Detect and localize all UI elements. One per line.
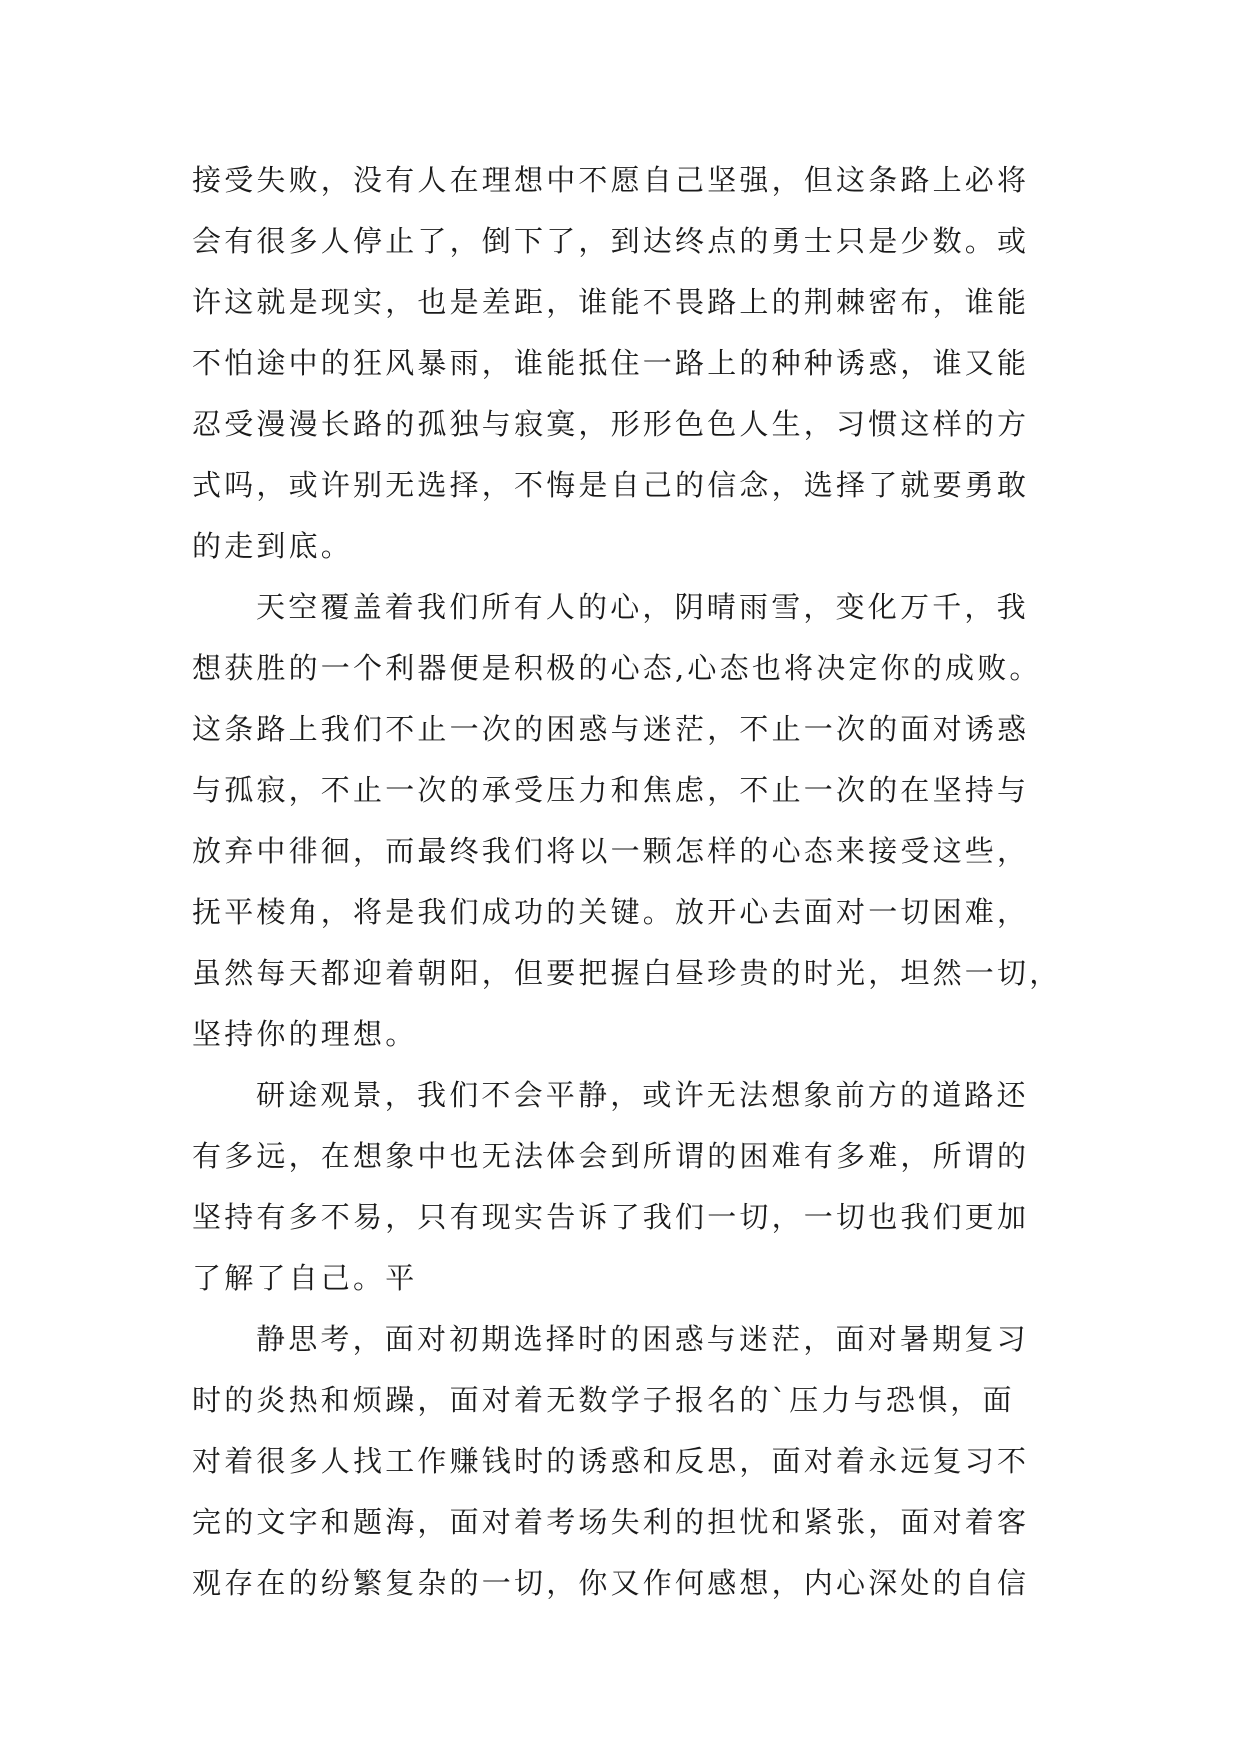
- text-line: 想获胜的一个利器便是积极的心态,心态也将决定你的成败。: [192, 651, 1042, 685]
- text-line: 接受失败，没有人在理想中不愿自己坚强，但这条路上必将: [192, 163, 1030, 197]
- text-line: 了解了自己。平: [192, 1261, 418, 1295]
- text-line: 这条路上我们不止一次的困惑与迷茫，不止一次的面对诱惑: [192, 712, 1030, 746]
- text-line: 的走到底。: [192, 529, 354, 563]
- body-text: [192, 150, 1062, 1614]
- text-line: 与孤寂，不止一次的承受压力和焦虑，不止一次的在坚持与: [192, 773, 1030, 807]
- paragraph-first-line: 研途观景，我们不会平静，或许无法想象前方的道路还: [256, 1078, 1029, 1112]
- text-line: 式吗，或许别无选择，不悔是自己的信念，选择了就要勇敢: [192, 468, 1030, 502]
- text-line: 坚持你的理想。: [192, 1017, 418, 1051]
- text-line: 会有很多人停止了，倒下了，到达终点的勇士只是少数。或: [192, 224, 1030, 258]
- text-line: 许这就是现实，也是差距，谁能不畏路上的荆棘密布，谁能: [192, 285, 1030, 319]
- text-line: 放弃中徘徊，而最终我们将以一颗怎样的心态来接受这些，: [192, 834, 1030, 868]
- paragraph-first-line: 静思考，面对初期选择时的困惑与迷茫，面对暑期复习: [256, 1322, 1029, 1356]
- text-line: 不怕途中的狂风暴雨，谁能抵住一路上的种种诱惑，谁又能: [192, 346, 1030, 380]
- text-line: 坚持有多不易，只有现实告诉了我们一切，一切也我们更加: [192, 1200, 1030, 1234]
- text-line: 忍受漫漫长路的孤独与寂寞，形形色色人生，习惯这样的方: [192, 407, 1030, 441]
- text-line: 对着很多人找工作赚钱时的诱惑和反思，面对着永远复习不: [192, 1444, 1030, 1478]
- paragraph-first-line: 天空覆盖着我们所有人的心，阴晴雨雪，变化万千，我: [256, 590, 1029, 624]
- text-line: 完的文字和题海，面对着考场失利的担忧和紧张，面对着客: [192, 1505, 1030, 1539]
- text-line: 观存在的纷繁复杂的一切，你又作何感想，内心深处的自信: [192, 1566, 1030, 1600]
- text-line: 有多远，在想象中也无法体会到所谓的困难有多难，所谓的: [192, 1139, 1030, 1173]
- text-line: 虽然每天都迎着朝阳，但要把握白昼珍贵的时光，坦然一切，: [192, 956, 1062, 990]
- text-line: 抚平棱角，将是我们成功的关键。放开心去面对一切困难，: [192, 895, 1030, 929]
- text-line: 时的炎热和烦躁，面对着无数学子报名的`压力与恐惧，面: [192, 1383, 1015, 1417]
